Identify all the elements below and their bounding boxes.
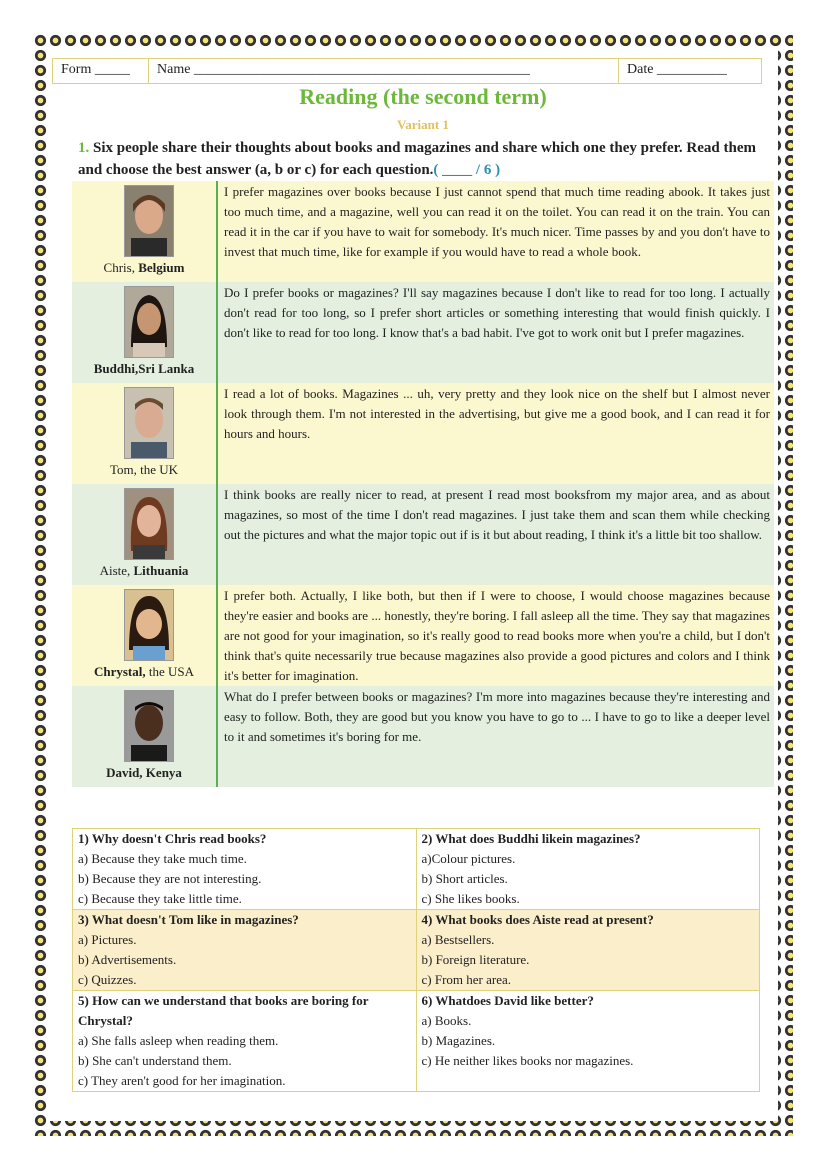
task-number: 1. bbox=[78, 140, 90, 156]
form-field[interactable]: Form _____ bbox=[53, 59, 149, 83]
student-info-header bbox=[52, 58, 762, 84]
person-row bbox=[72, 585, 774, 686]
task-instruction bbox=[78, 137, 768, 181]
question-cell bbox=[73, 829, 417, 910]
person-cell bbox=[72, 686, 218, 787]
person-row bbox=[72, 484, 774, 585]
person-name: Tom, the UK bbox=[109, 462, 179, 477]
person-statement: What do I prefer between books or magazines? I'm more into magazines because they're interesting and easy to follow. Both, they are good but you know you have to go to ... I have to go to like a deeper level to it and sometimes it's boring for me. bbox=[224, 689, 770, 744]
answer-option[interactable]: a) Pictures. bbox=[78, 932, 137, 947]
person-name: Chrystal, the USA bbox=[93, 664, 195, 679]
question-cell bbox=[73, 910, 417, 991]
answer-option[interactable]: c) They aren't good for her imagination. bbox=[78, 1073, 286, 1088]
person-cell bbox=[72, 181, 218, 282]
answer-option[interactable]: b) Magazines. bbox=[421, 1033, 496, 1048]
portrait-icon bbox=[125, 691, 173, 761]
question-text: 1) Why doesn't Chris read books? bbox=[78, 831, 267, 846]
page-title: Reading (the second term) bbox=[299, 84, 547, 109]
date-field[interactable]: Date __________ bbox=[627, 62, 727, 77]
question-text: 2) What does Buddhi likein magazines? bbox=[421, 831, 641, 846]
question-text: 3) What doesn't Tom like in magazines? bbox=[78, 912, 299, 927]
answer-option[interactable]: b) She can't understand them. bbox=[78, 1053, 232, 1068]
person-photo bbox=[124, 488, 174, 560]
answer-option[interactable]: c) Quizzes. bbox=[78, 972, 137, 987]
variant-label: Variant 1 bbox=[397, 117, 449, 132]
question-text: 4) What books does Aiste read at present? bbox=[421, 912, 654, 927]
portrait-icon bbox=[125, 590, 173, 660]
questions-table bbox=[72, 828, 760, 1092]
person-photo bbox=[124, 589, 174, 661]
person-row bbox=[72, 686, 774, 787]
person-cell bbox=[72, 383, 218, 484]
question-row bbox=[73, 991, 760, 1092]
question-cell bbox=[416, 910, 760, 991]
person-photo bbox=[124, 387, 174, 459]
person-photo bbox=[124, 690, 174, 762]
person-name: Buddhi,Sri Lanka bbox=[93, 361, 195, 376]
person-row bbox=[72, 282, 774, 383]
person-photo bbox=[124, 286, 174, 358]
person-row bbox=[72, 383, 774, 484]
answer-option[interactable]: c) From her area. bbox=[421, 972, 512, 987]
person-statement: I prefer both. Actually, I like both, but then if I were to choose, I would choose magazines because they're easier and books are ... honestly, they're boring. I fall asleep all the time. They say that magazines are not good for your imagination, so it's really good to read books more when you're a child, but I don't think that's quite necessarily true because magazines also provide a good pictures and colors and I think it's better for imagination. bbox=[224, 588, 770, 683]
person-statement: I read a lot of books. Magazines ... uh, very pretty and they look nice on the shelf but I almost never look through them. I'm not interested in the advertising, but give me a good book, and I can read it for hours and hours. bbox=[224, 386, 770, 441]
person-statement: I think books are really nicer to read, at present I read most booksfrom my major area, and as about magazines, so most of the time I don't read magazines. I just take them and scan them while checking out the pictures and what the major topic out if is it but about reading, I think it's a little bit too shallow. bbox=[224, 487, 770, 542]
task-text: Six people share their thoughts about books and magazines and share which one they prefer. Read them and choose the best answer (a, b or c) for each question. bbox=[78, 140, 756, 178]
answer-option[interactable]: b) Foreign literature. bbox=[421, 952, 530, 967]
question-cell bbox=[416, 829, 760, 910]
portrait-icon bbox=[125, 287, 173, 357]
person-cell bbox=[72, 484, 218, 585]
person-name: Chris, Belgium bbox=[103, 260, 185, 275]
portrait-icon bbox=[125, 388, 173, 458]
person-cell bbox=[72, 585, 218, 686]
question-text: 6) Whatdoes David like better? bbox=[421, 993, 594, 1008]
question-cell bbox=[73, 991, 417, 1092]
score-box: ( ____ / 6 ) bbox=[433, 162, 501, 178]
person-photo bbox=[124, 185, 174, 257]
person-statement: Do I prefer books or magazines? I'll say magazines because I don't like to read for too long. I actually don't read for too long, so I prefer short articles or something interesting that would finish quickly. I don't like to read for too long. I know that's a bad habit. I've got to work onit but I prefer magazines. bbox=[224, 285, 770, 340]
answer-option[interactable]: a) Because they take much time. bbox=[78, 851, 247, 866]
answer-option[interactable]: b) Short articles. bbox=[421, 871, 508, 886]
answer-option[interactable]: a) Books. bbox=[421, 1013, 472, 1028]
question-cell bbox=[416, 991, 760, 1092]
question-row bbox=[73, 829, 760, 910]
answer-option[interactable]: a)Colour pictures. bbox=[421, 851, 516, 866]
question-text: 5) How can we understand that books are boring for Chrystal? bbox=[78, 993, 369, 1028]
answer-option[interactable]: b) Advertisements. bbox=[78, 952, 177, 967]
name-field[interactable]: Name ________________________________________________ bbox=[149, 59, 619, 83]
answer-option[interactable]: a) She falls asleep when reading them. bbox=[78, 1033, 279, 1048]
answer-option[interactable]: c) She likes books. bbox=[421, 891, 520, 906]
answer-option[interactable]: a) Bestsellers. bbox=[421, 932, 495, 947]
person-name: Aiste, Lithuania bbox=[99, 563, 189, 578]
answer-option[interactable]: b) Because they are not interesting. bbox=[78, 871, 262, 886]
portrait-icon bbox=[125, 186, 173, 256]
answer-option[interactable]: c) Because they take little time. bbox=[78, 891, 242, 906]
portrait-icon bbox=[125, 489, 173, 559]
person-row bbox=[72, 181, 774, 282]
people-table bbox=[72, 181, 774, 787]
person-name: David, Kenya bbox=[106, 765, 182, 780]
person-cell bbox=[72, 282, 218, 383]
answer-option[interactable]: c) He neither likes books nor magazines. bbox=[421, 1053, 634, 1068]
person-statement: I prefer magazines over books because I just cannot spend that much time reading abook. It takes just too much time, and a magazine, well you can read it on the toilet. You can read it on the train. You can read it in the car if you have to wait for somebody. It's much nicer. Time passes by and you don't have to invest that much time, like for example if you would have to read a whole book. bbox=[224, 184, 770, 259]
question-row bbox=[73, 910, 760, 991]
